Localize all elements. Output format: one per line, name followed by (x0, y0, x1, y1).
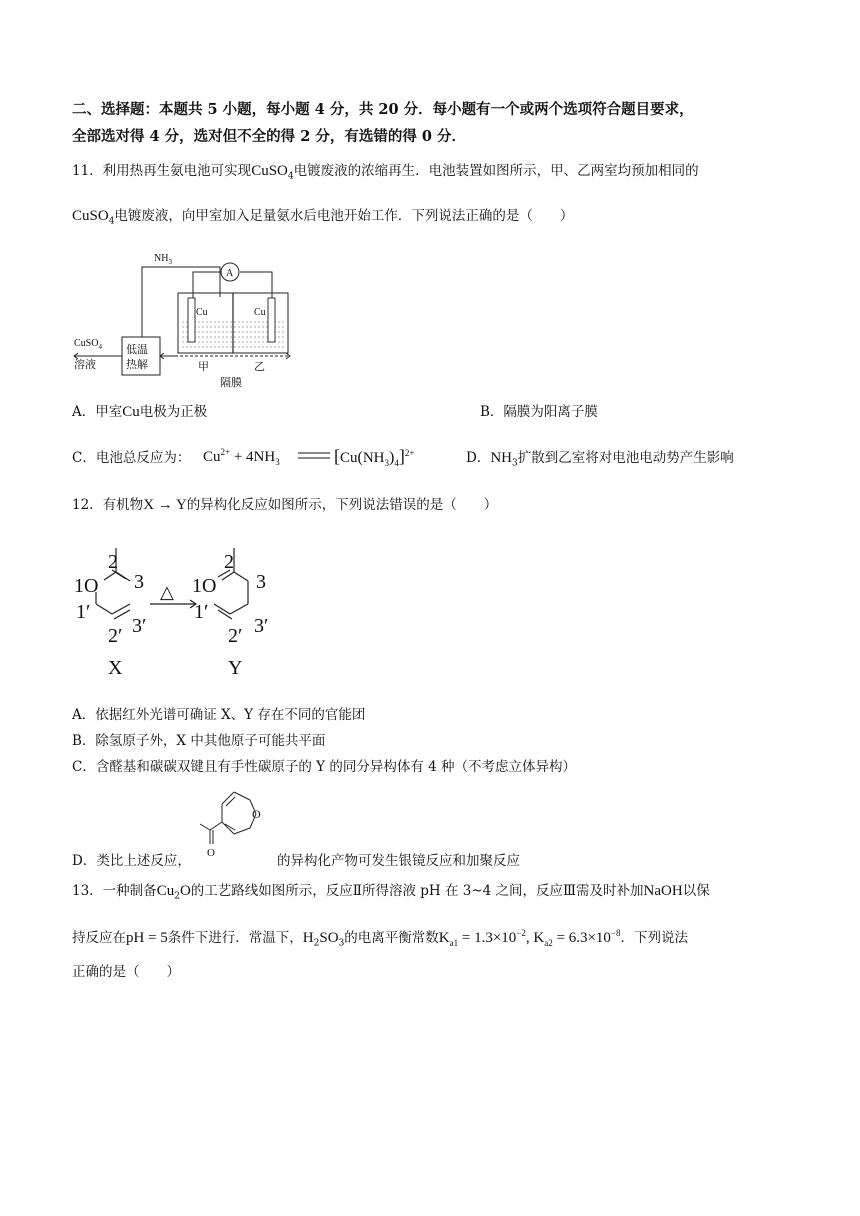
svg-text:1′: 1′ (194, 601, 209, 623)
svg-text:1O: 1O (74, 575, 99, 597)
equals-sign-icon (298, 449, 332, 463)
q11-option-c-label: C．电池总反应为： (72, 450, 191, 466)
svg-text:3: 3 (134, 571, 144, 593)
q11-option-c-equation: $Cu^{2+} + 4NH_3$ (203, 447, 280, 467)
svg-text:Cu: Cu (254, 307, 266, 318)
svg-text:X: X (108, 657, 123, 679)
svg-text:热解: 热解 (126, 359, 148, 371)
q12-option-d-a: D．类比上述反应， (72, 853, 191, 869)
svg-text:溶液: 溶液 (74, 359, 96, 371)
svg-text:O: O (207, 847, 215, 859)
q12-option-a: A．依据红外光谱可确证 X、Y 存在不同的官能团 (72, 707, 366, 723)
q11-option-a: A．甲室Cu电极为正极 (72, 404, 208, 420)
svg-text:甲: 甲 (198, 361, 209, 373)
svg-text:1′: 1′ (76, 601, 91, 623)
svg-text:低温: 低温 (126, 344, 148, 356)
q11-stem-line1: 11．利用热再生氨电池可实现CuSO$_4$电镀废液的浓缩再生．电池装置如图所示，甲、乙两室均预加相同的 (72, 163, 699, 182)
svg-text:2: 2 (224, 551, 234, 573)
section-heading-line2: 全部选对得 4 分，选对但不全的得 2 分，有选错的得 0 分． (72, 128, 467, 145)
svg-text:乙: 乙 (254, 361, 265, 373)
svg-text:隔膜: 隔膜 (220, 377, 242, 389)
svg-text:NH3: $NH_3$ (154, 253, 172, 266)
q13-stem-line1: 13．一种制备$Cu_2O$的工艺路线如图所示，反应Ⅱ所得溶液 pH 在 3~4 之间，反应Ⅲ需及时补加NaOH以保 (72, 883, 710, 902)
svg-text:CuSO4: CuSO$_4$ (74, 338, 102, 351)
q11-option-d: D．$NH_3$扩散到乙室将对电池电动势产生影响 (466, 450, 734, 469)
svg-text:2′: 2′ (108, 625, 123, 647)
q11-option-b: B．隔膜为阳离子膜 (480, 404, 598, 420)
pyran-ketone-structure-figure (198, 786, 278, 859)
svg-text:A: A (226, 268, 234, 279)
svg-text:△: △ (160, 582, 174, 602)
svg-text:Cu: Cu (196, 307, 208, 318)
q12-stem: 12．有机物X → Y的异构化反应如图所示，下列说法错误的是（ ） (72, 497, 498, 513)
q12-option-b: B．除氢原子外，X 中其他原子可能共平面 (72, 733, 326, 749)
q11-stem-line2: CuSO$_4$电镀废液，向甲室加入足量氨水后电池开始工作．下列说法正确的是（ ） (72, 208, 574, 227)
q11-option-c-complex: $[Cu(NH_3)_4]^{2+}$ (334, 446, 415, 468)
q12-option-c: C．含醛基和碳碳双键且有手性碳原子的 Y 的同分异构体有 4 种（不考虑立体异构） (72, 759, 576, 775)
q13-stem-line3: 正确的是（ ） (72, 964, 180, 980)
section-heading-line1: 二、选择题：本题共 5 小题，每小题 4 分，共 20 分．每小题有一个或两个选项符合题目要求， (72, 101, 694, 118)
svg-text:2′: 2′ (228, 625, 243, 647)
isomerization-reaction-figure (72, 540, 302, 680)
svg-text:3′: 3′ (132, 615, 147, 637)
svg-text:Y: Y (228, 657, 243, 679)
svg-text:1O: 1O (192, 575, 217, 597)
svg-text:O: O (252, 807, 261, 821)
q12-option-d-b: 的异构化产物可发生银镜反应和加聚反应 (277, 853, 520, 869)
svg-text:3: 3 (256, 571, 266, 593)
q13-stem-line2: 持反应在pH = 5条件下进行．常温下，$H_2SO_3$的电离平衡常数$K_{a1} = 1.3\times 10^{-2}$, $K_{a2} = 6.3\times 10^{-8}$．下列说法 (72, 928, 688, 949)
svg-text:2: 2 (108, 551, 118, 573)
battery-apparatus-figure (60, 240, 320, 390)
svg-text:3′: 3′ (254, 615, 269, 637)
